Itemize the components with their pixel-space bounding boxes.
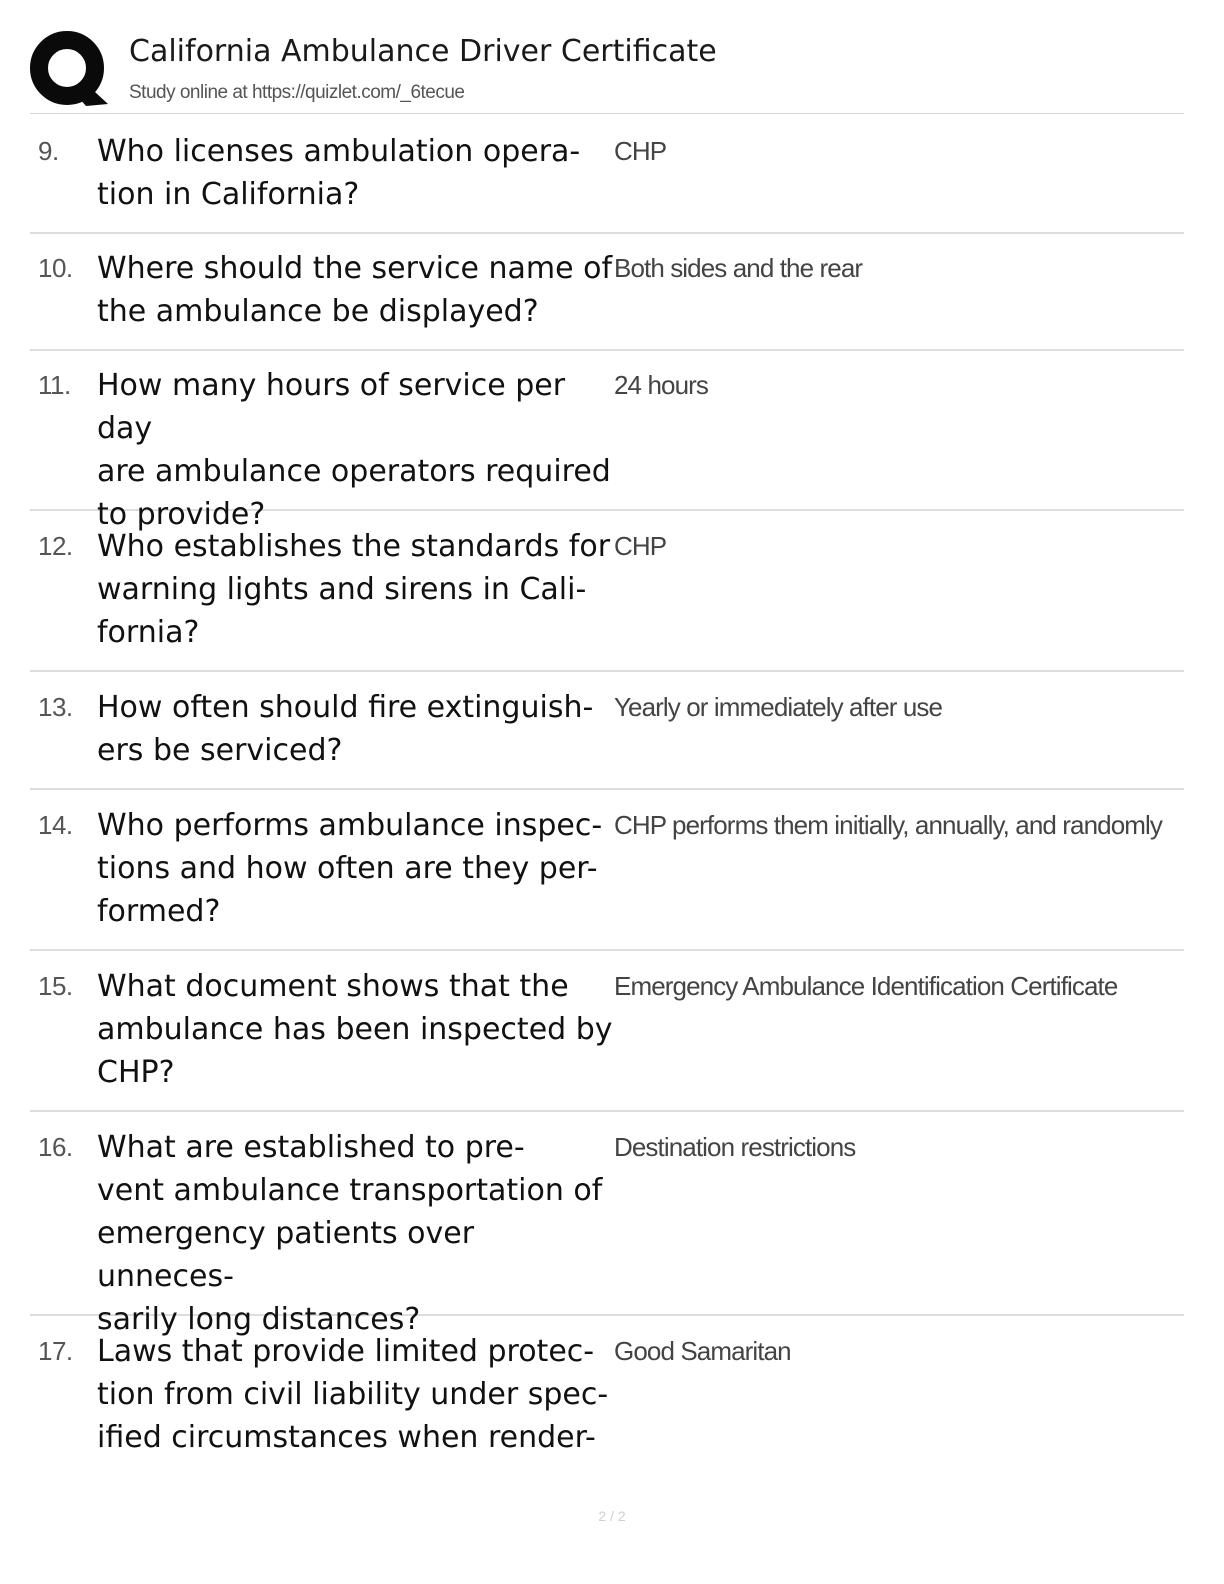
flashcard (30, 953, 1184, 1112)
card-number: 13. (38, 692, 73, 722)
flashcard (30, 792, 1184, 951)
card-number: 9. (38, 136, 59, 166)
card-question: How often should fire extinguish- ers be serviced? (97, 690, 594, 768)
document-title: California Ambulance Driver Certificate (129, 34, 717, 69)
card-question: Laws that provide limited protec- tion from civil liability under spec- ified circumstances when render- (97, 1334, 609, 1455)
card-question: What document shows that the ambulance has been inspected by CHP? (97, 969, 613, 1090)
card-question: Who performs ambulance inspec- tions and how often are they per- formed? (97, 808, 603, 929)
flashcard (30, 352, 1184, 532)
card-number: 10. (38, 253, 73, 283)
card-answer: CHP performs them initially, annually, and randomly (614, 810, 1163, 840)
flashcard (30, 235, 1184, 351)
flashcard (30, 513, 1184, 672)
card-answer: Destination restrictions (614, 1132, 856, 1162)
card-answer: CHP (614, 531, 667, 561)
card-question: What are established to pre- vent ambulance transportation of emergency patients over unneces- sarily long distances? (97, 1130, 603, 1337)
page-header (30, 30, 1184, 114)
card-question: Who establishes the standards for warning lights and sirens in Cali- fornia? (97, 529, 611, 650)
card-answer: Emergency Ambulance Identification Certificate (614, 971, 1118, 1001)
card-number: 15. (38, 971, 73, 1001)
card-answer: CHP (614, 136, 667, 166)
card-answer: 24 hours (614, 370, 708, 400)
study-online-link[interactable]: Study online at https://quizlet.com/_6tecue (129, 82, 465, 103)
card-answer: Both sides and the rear (614, 253, 863, 283)
page-number: 2 / 2 (598, 1508, 626, 1524)
card-number: 16. (38, 1132, 73, 1162)
flashcard (30, 1114, 1184, 1337)
quizlet-logo-icon (30, 30, 110, 110)
card-answer: Yearly or immediately after use (614, 692, 943, 722)
header-divider (30, 113, 1184, 114)
card-number: 14. (38, 810, 73, 840)
card-question: Who licenses ambulation opera- tion in California? (97, 134, 581, 212)
flashcard (30, 674, 1184, 790)
card-question: How many hours of service per day are ambulance operators required to provide? (97, 368, 611, 532)
card-question: Where should the service name of the ambulance be displayed? (97, 251, 613, 329)
flashcard (30, 1318, 1184, 1468)
card-number: 11. (38, 370, 71, 400)
flashcard (30, 118, 1184, 234)
card-number: 12. (38, 531, 73, 561)
card-number: 17. (38, 1336, 73, 1366)
card-answer: Good Samaritan (614, 1336, 791, 1366)
